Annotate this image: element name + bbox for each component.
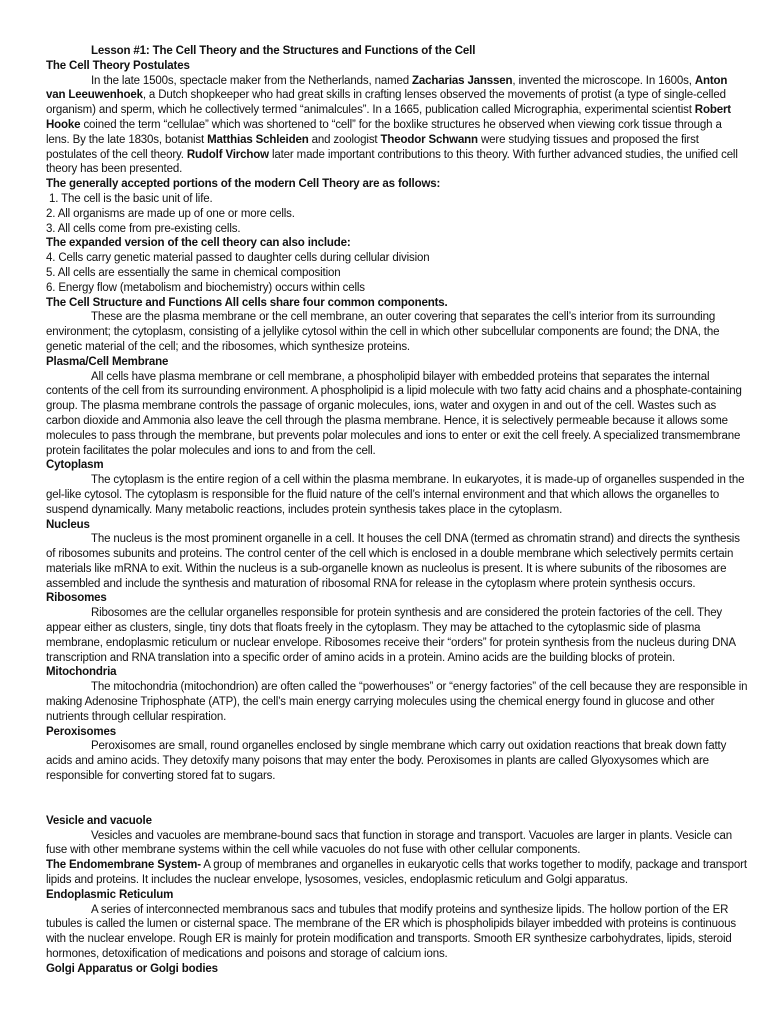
postulates-heading: The Cell Theory Postulates bbox=[46, 59, 190, 72]
name-leeuwenhoek: Anton van Leeuwenhoek bbox=[46, 74, 728, 102]
structure-heading: The Cell Structure and Functions All cells share four common components. bbox=[46, 296, 448, 309]
list-item: 1. The cell is the basic unit of life. bbox=[46, 192, 213, 205]
membrane-paragraph: All cells have plasma membrane or cell membrane, a phospholipid bilayer with embedded proteins that separates the internal contents of the cell from its surrounding environment. A phospholipid is a lipid molecule with two fatty acid chains and a phosphate-containing group. The plasma membrane controls the passage of organic molecules, ions, water and oxygen in and out of the cell. Wastes such as carbon dioxide and Ammonia also leave the cell through the plasma membrane. Hence, it is selectively permeable because it allows some molecules to pass through the membrane, but prevents polar molecules and ions to enter or exit the cell freely. A specialized transmembrane protein facilitates the polar molecules and ions to and from the cell. bbox=[46, 370, 742, 457]
endomembrane-paragraph: The Endomembrane System- A group of membranes and organelles in eukaryotic cells that works together to modify, package and transport lipids and proteins. It includes the nuclear envelope, lysosomes, vesicles, endoplasmic reticulum and Golgi apparatus. bbox=[46, 859, 747, 887]
er-paragraph: A series of interconnected membranous sacs and tubules that modify proteins and synthesize lipids. The hollow portion of the ER tubules is called the lumen or cisternal space. The membrane of the ER which is phospholipids bilayer imbedded with proteins is continuous with the nuclear envelope. Rough ER is mainly for protein modification and transports. Smooth ER synthesize carbohydrates, lipids, steroid hormones, detoxification of medications and poisons and storage of calcium ions. bbox=[46, 903, 736, 961]
expanded-theory-heading: The expanded version of the cell theory can also include: bbox=[46, 237, 351, 250]
endomembrane-heading: The Endomembrane System- bbox=[46, 859, 201, 872]
nucleus-paragraph: The nucleus is the most prominent organelle in a cell. It houses the cell DNA (termed as chromatin strand) and directs the synthesis of ribosomes subunits and proteins. The control center of the cell which is enclosed in a double membrane which selectively permits certain materials like mRNA to exit. Within the nucleus is a sub-organelle known as nucleolus is present. It is where subunits of the ribosomes are assembled and include the synthesis and maturation of ribosomal RNA for release in the cytoplasm where protein synthesis occurs. bbox=[46, 533, 740, 590]
lesson-title: Lesson #1: The Cell Theory and the Structures and Functions of the Cell bbox=[91, 45, 476, 57]
list-item: 4. Cells carry genetic material passed to daughter cells during cellular division bbox=[46, 252, 430, 265]
vesicle-paragraph: Vesicles and vacuoles are membrane-bound sacs that function in storage and transport. Vacuoles are larger in plants. Vesicle can fuse with other membrane systems within the cell while vacuoles do not fuse with other cellular components. bbox=[46, 829, 732, 857]
ribosomes-paragraph: Ribosomes are the cellular organelles responsible for protein synthesis and are considered the protein factories of the cell. They appear either as clusters, single, tiny dots that floats freely in the cytoplasm. They may be attached to the cytoplasmic side of plasma membrane, endoplasmic reticulum or nuclear envelope. Ribosomes receive their “orders” for protein synthesis from the nucleus during DNA transcription and RNA translation into a specific order of amino acids in a protein. Amino acids are the building blocks of protein. bbox=[46, 607, 736, 664]
name-hooke: Robert Hooke bbox=[46, 104, 731, 131]
cytoplasm-paragraph: The cytoplasm is the entire region of a cell within the plasma membrane. In eukaryotes, it is made-up of organelles suspended in the gel-like cytosol. The cytoplasm is responsible for the fluid nature of the cell’s internal environment and that which allows the organelles to suspend dynamically. Many metabolic reactions, includes protein synthesis takes place in the cytoplasm. bbox=[46, 474, 745, 516]
membrane-heading: Plasma/Cell Membrane bbox=[46, 355, 169, 368]
golgi-heading: Golgi Apparatus or Golgi bodies bbox=[46, 962, 218, 975]
postulates-paragraph: In the late 1500s, spectacle maker from the Netherlands, named Zacharias Janssen, invented the microscope. In 1600s, Anton van Leeuwenhoek, a Dutch shopkeeper who had great skills in crafting lenses observed the movements of protist (a type of single-celled organism) and sperm, which he collectively termed “animalcules”. In a 1665, publication called Micrographia, experimental scientist Robert Hooke coined the term “cellulae” which was shortened to “cell” for the boxlike structures he observed when viewing cork tissue through a lens. By the late 1830s, botanist Matthias Schleiden and zoologist Theodor Schwann were studying tissues and proposed the first postulates of the cell theory. Rudolf Virchow later made important contributions to this theory. With further advanced studies, the unified cell theory has been presented. bbox=[46, 74, 738, 176]
mitochondria-paragraph: The mitochondria (mitochondrion) are often called the “powerhouses” or “energy factories” of the cell because they are responsible in making Adenosine Triphosphate (ATP), the cell’s main energy carrying molecules using the chemical energy found in glucose and other nutrients through cellular respiration. bbox=[46, 681, 748, 723]
mitochondria-heading: Mitochondria bbox=[46, 666, 117, 679]
list-item: 5. All cells are essentially the same in chemical composition bbox=[46, 266, 341, 279]
vesicle-heading: Vesicle and vacuole bbox=[46, 814, 152, 827]
structure-paragraph: These are the plasma membrane or the cell membrane, an outer covering that separates the cell’s interior from its surrounding environment; the cytoplasm, consisting of a jellylike cytosol within the cell in which other subcellular components are found; the DNA, the genetic material of the cell; and the ribosomes, which synthesize proteins. bbox=[46, 311, 720, 353]
name-schwann: Theodor Schwann bbox=[380, 133, 478, 146]
list-item: 6. Energy flow (metabolism and biochemistry) occurs within cells bbox=[46, 281, 365, 294]
list-item: 2. All organisms are made up of one or more cells. bbox=[46, 207, 295, 220]
peroxisomes-heading: Peroxisomes bbox=[46, 725, 116, 738]
name-virchow: Rudolf Virchow bbox=[186, 148, 269, 161]
ribosomes-heading: Ribosomes bbox=[46, 592, 107, 605]
nucleus-heading: Nucleus bbox=[46, 518, 90, 531]
peroxisomes-paragraph: Peroxisomes are small, round organelles enclosed by single membrane which carry out oxidation reactions that break down fatty acids and amino acids. They detoxify many poisons that may enter the body. Peroxisomes in plants are called Glyoxysomes which are responsible for converting stored fat to sugars. bbox=[46, 740, 727, 783]
blank-gap bbox=[46, 784, 748, 814]
er-heading: Endoplasmic Reticulum bbox=[46, 888, 174, 901]
name-janssen: Zacharias Janssen bbox=[412, 74, 513, 87]
cytoplasm-heading: Cytoplasm bbox=[46, 459, 104, 472]
name-schleiden: Matthias Schleiden bbox=[207, 133, 309, 146]
list-item: 3. All cells come from pre-existing cells. bbox=[46, 222, 241, 235]
modern-theory-heading: The generally accepted portions of the modern Cell Theory are as follows: bbox=[46, 178, 441, 191]
